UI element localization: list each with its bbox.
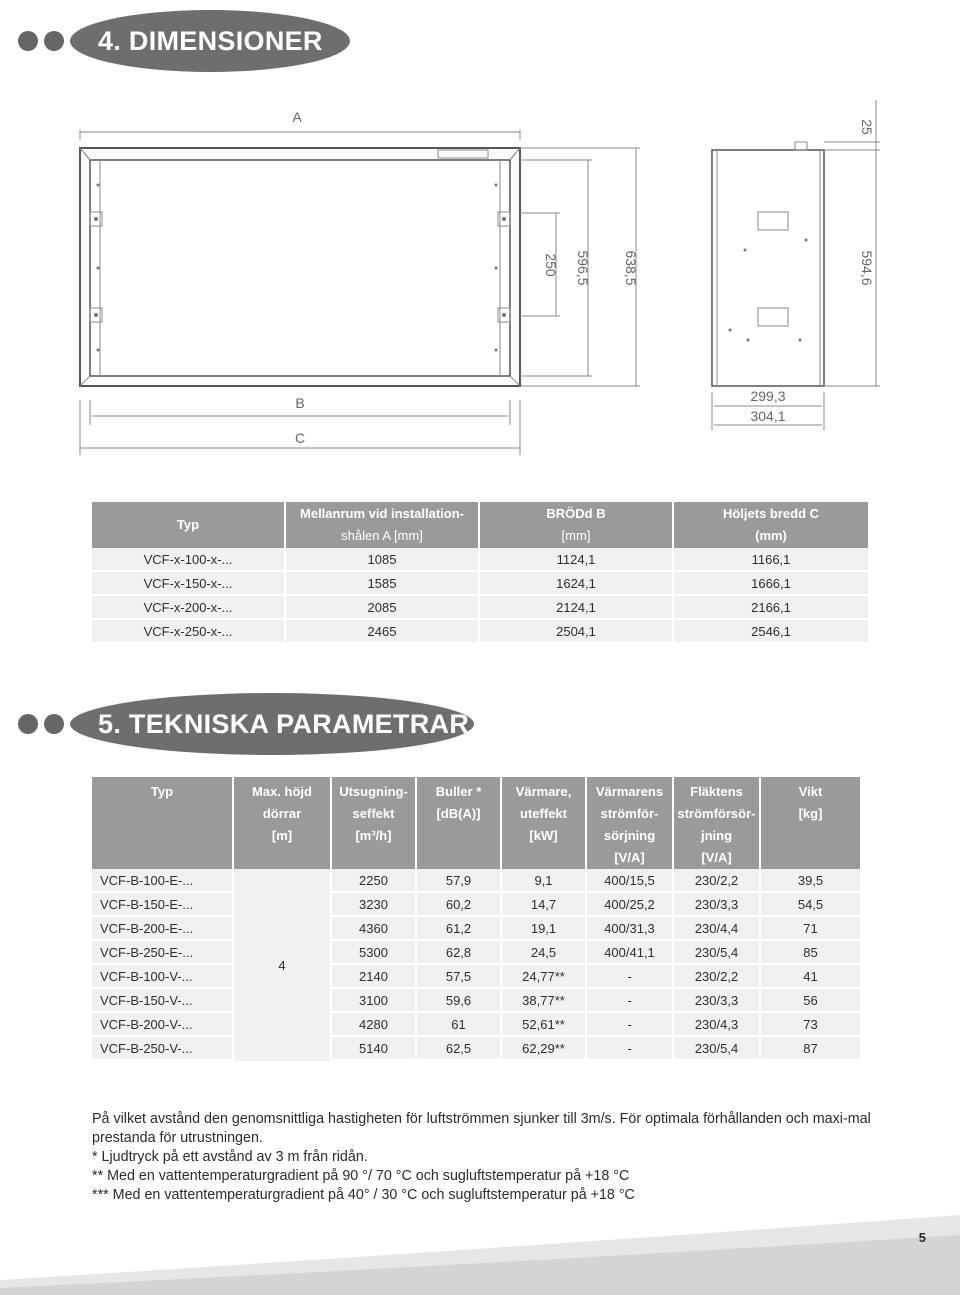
dim-250: 250 [543,253,559,277]
table-row: VCF-B-250-E-... 5300 62,8 24,5 400/41,1 230/5,4 85 [92,941,860,965]
table2-header-row [92,777,860,869]
footnote: På vilket avstånd den genomsnittliga hastigheten för luftströmmen sjunker till 3m/s. För optimala förhållanden och maxi-mal prestanda för utrustningen. [92,1111,871,1146]
table2-header: Värmarens strömför- sörjning [V/A] [587,777,674,869]
section-title-dimensioner: 4. DIMENSIONER [70,10,350,72]
table-row: VCF-x-150-x-... 1585 1624,1 1666,1 [92,572,868,596]
dot-icon [44,31,64,51]
table-row: VCF-B-250-V-... 5140 62,5 62,29** - 230/5,4 87 [92,1037,860,1061]
label-c: C [294,430,306,446]
dimension-drawing [0,90,960,460]
footer-wave-decoration [0,1210,960,1295]
dot-icon [18,31,38,51]
dot-icon [18,714,38,734]
dim-594-6: 594,6 [859,250,875,286]
label-a: A [292,109,302,125]
table2-header: Typ [92,777,234,869]
table2-header: Värmare, uteffekt [kW] [502,777,587,869]
dot-icon [44,714,64,734]
table-row: VCF-x-250-x-... 2465 2504,1 2546,1 [92,620,868,644]
dim-304-1: 304,1 [750,408,786,424]
table2-header: Utsugning- seffekt [m³/h] [332,777,417,869]
table-row: VCF-x-200-x-... 2085 2124,1 2166,1 [92,596,868,620]
footnote: * Ljudtryck på ett avstånd av 3 m från ridån. [92,1149,368,1165]
table2-header: Vikt [kg] [761,777,860,869]
table-row: VCF-B-100-E-... 4 2250 57,9 9,1 400/15,5 230/2,2 39,5 [92,869,860,893]
table2-header: Buller * [dB(A)] [417,777,502,869]
footnote: ** Med en vattentemperaturgradient på 90 °/ 70 °C och sugluftstemperatur på +18 °C [92,1168,630,1184]
table-row: VCF-B-200-E-... 4360 61,2 19,1 400/31,3 230/4,4 71 [92,917,860,941]
table-row: VCF-B-150-E-... 3230 60,2 14,7 400/25,2 230/3,3 54,5 [92,893,860,917]
table-row: VCF-B-100-V-... 2140 57,5 24,77** - 230/2,2 41 [92,965,860,989]
technical-parameters-table [92,777,860,1061]
dim-596-5: 596,5 [575,250,591,286]
dim-25: 25 [859,119,875,135]
table1-header-typ: Typ [92,502,286,548]
label-b: B [295,395,305,411]
table-row: VCF-B-200-V-... 4280 61 52,61** - 230/4,3 73 [92,1013,860,1037]
dimensions-table [92,502,868,644]
table-row: VCF-B-150-V-... 3100 59,6 38,77** - 230/3,3 56 [92,989,860,1013]
section-dots [18,31,64,51]
table1-header-holjets-bredd: Höljets bredd C (mm) [674,502,868,548]
footnote: *** Med en vattentemperaturgradient på 40° / 30 °C och sugluftstemperatur på +18 °C [92,1187,635,1203]
max-height-cell: 4 [234,869,332,1061]
table1-header-mellanrum: Mellanrum vid installation- shålen A [mm] [286,502,480,548]
table2-header: Fläktens strömförsör- jning [V/A] [674,777,761,869]
section-title-tekniska-parametrar: 5. TEKNISKA PARAMETRAR [70,693,474,755]
section-dots [18,714,64,734]
dim-638-5: 638,5 [623,250,639,286]
footnotes [92,1110,872,1205]
table-row: VCF-x-100-x-... 1085 1124,1 1166,1 [92,548,868,572]
dim-299-3: 299,3 [750,388,786,404]
table2-header: Max. höjd dörrar [m] [234,777,332,869]
table1-header-brodd: BRÖDd B [mm] [480,502,674,548]
page-number: 5 [918,1230,926,1245]
